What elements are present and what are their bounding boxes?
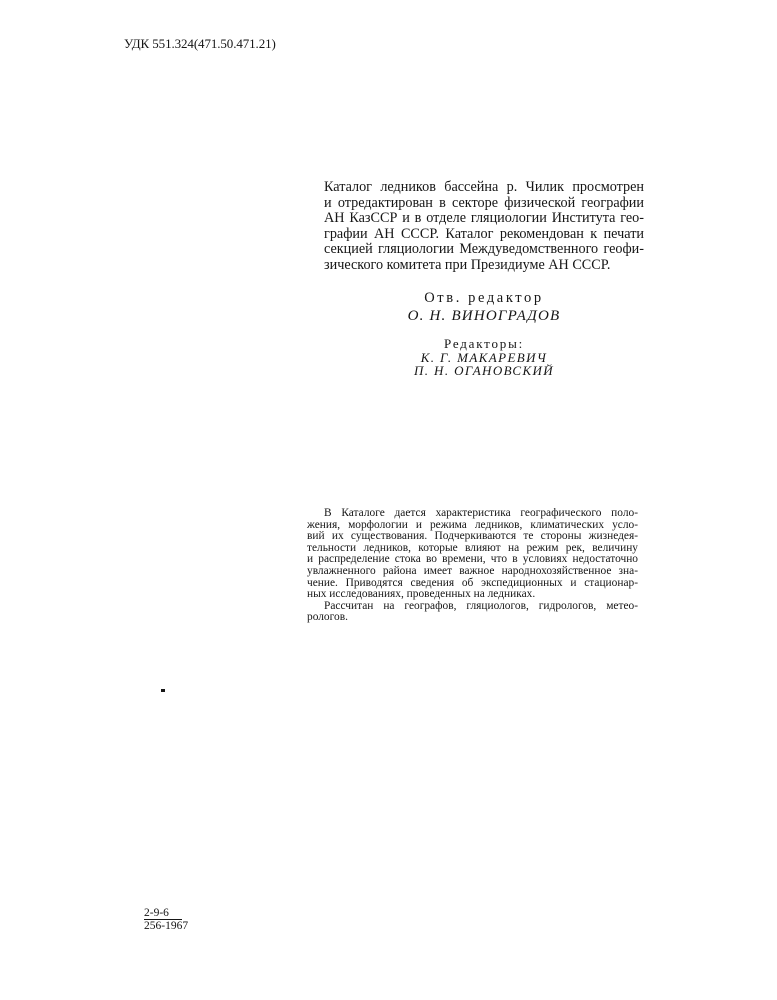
abstract-line: тельности ледников, которые влияют на режим рек, величину (307, 541, 638, 554)
abstract (307, 508, 638, 624)
approval-line: зического комитета при Президиуме АН СССР. (324, 256, 611, 273)
abstract-line: увлажненного района имеет важное народнохозяйственное зна- (307, 564, 638, 577)
abstract-line: рологов. (307, 611, 348, 624)
editor-name: П. Н. ОГАНОВСКИЙ (413, 363, 555, 378)
abstract-line: чение. Приводятся сведения об экспедиционных и стационар- (307, 576, 638, 589)
print-mark (161, 689, 165, 692)
chief-editor-label: Отв. редактор (424, 290, 544, 306)
abstract-line: Рассчитан на географов, гляциологов, гидрологов, метео- (324, 599, 638, 612)
publisher-code-bottom: 256-1967 (144, 920, 189, 932)
editor-name: К. Г. МАКАРЕВИЧ (420, 350, 548, 365)
abstract-line: вий их существования. Подчеркиваются те стороны жизнедея- (307, 530, 638, 543)
abstract-line: жения, морфологии и режима ледников, климатических усло- (307, 518, 638, 531)
abstract-line: В Каталоге дается характеристика географического поло- (324, 507, 638, 519)
editors-label: Редакторы: (443, 336, 525, 351)
abstract-line: и распределение стока во времени, что в условиях недостаточно (307, 553, 638, 566)
approval-line: АН КазССР и в отделе гляциологии Института гео- (324, 210, 644, 227)
udk-classification: УДК 551.324(471.50.471.21) (124, 36, 276, 51)
publisher-code-top: 2-9-6 (144, 907, 169, 919)
approval-line: Каталог ледников бассейна р. Чилик просмотрен (324, 179, 644, 195)
publisher-code (144, 907, 188, 932)
approval-line: графии АН СССР. Каталог рекомендован к печати (324, 225, 644, 242)
chief-editor-name: О. Н. ВИНОГРАДОВ (407, 308, 561, 324)
approval-line: и отредактирован в секторе физической географии (324, 194, 644, 211)
abstract-line: ных исследованиях, проведенных на ледниках. (307, 588, 536, 601)
approval-line: секцией гляциологии Междуведомственного геофи- (324, 241, 644, 258)
approval-note (324, 180, 644, 274)
